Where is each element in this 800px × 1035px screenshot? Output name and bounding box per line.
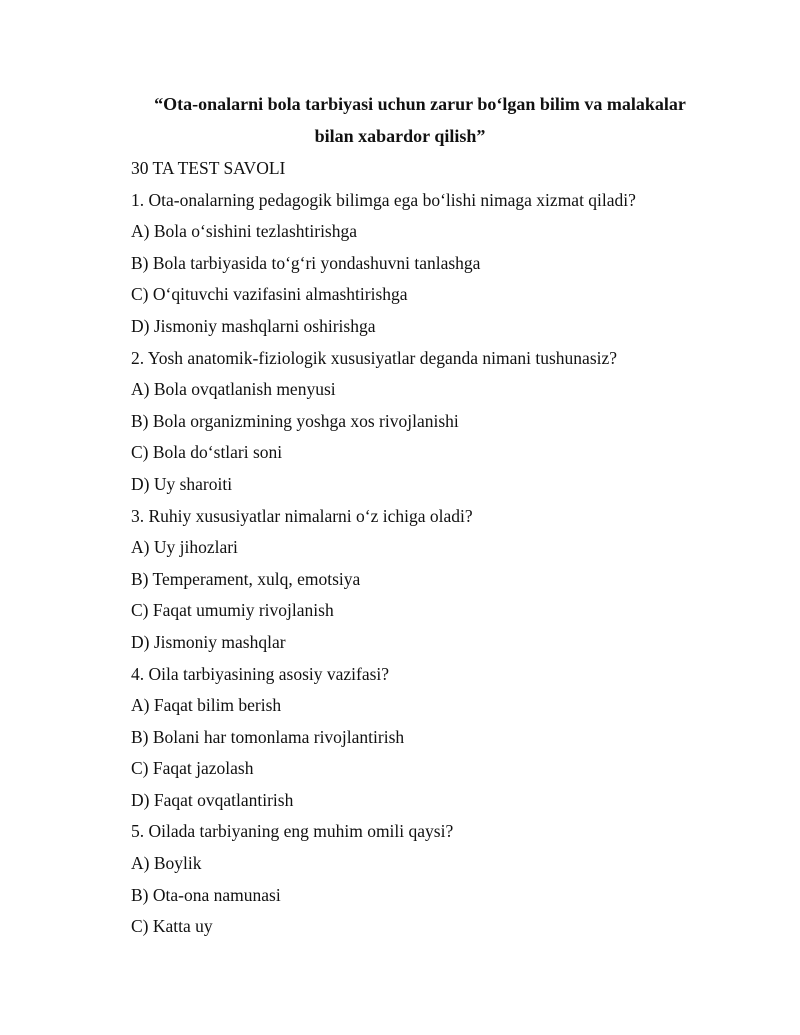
document-title-line-2: bilan xabardor qilish”: [314, 126, 486, 146]
question-2-option-a: A) Bola ovqatlanish menyusi: [131, 379, 336, 400]
question-1: 1. Ota-onalarning pedagogik bilimga ega bo‘lishi nimaga xizmat qiladi?: [131, 189, 636, 210]
question-4-option-a: A) Faqat bilim berish: [131, 695, 282, 716]
question-5-option-c: C) Katta uy: [131, 916, 213, 937]
question-2-option-b: B) Bola organizmining yoshga xos rivojlanishi: [131, 410, 459, 431]
question-1-option-d: D) Jismoniy mashqlarni oshirishga: [131, 315, 376, 336]
question-1-option-c: C) O‘qituvchi vazifasini almashtirishga: [131, 284, 408, 305]
question-3-option-c: C) Faqat umumiy rivojlanish: [131, 600, 334, 621]
question-4: 4. Oila tarbiyasining asosiy vazifasi?: [131, 663, 390, 684]
section-heading: 30 TA TEST SAVOLI: [131, 158, 286, 178]
question-4-option-d: D) Faqat ovqatlantirish: [131, 789, 294, 810]
document-title-line-1: “Ota-onalarni bola tarbiyasi uchun zarur bo‘lgan bilim va malakalar: [154, 94, 686, 114]
question-1-option-b: B) Bola tarbiyasida to‘g‘ri yondashuvni tanlashga: [131, 252, 481, 273]
question-3-option-d: D) Jismoniy mashqlar: [131, 631, 286, 652]
question-list: [131, 157, 636, 947]
question-3-option-b: B) Temperament, xulq, emotsiya: [131, 568, 361, 589]
question-1-option-a: A) Bola o‘sishini tezlashtirishga: [131, 221, 358, 242]
question-2: 2. Yosh anatomik-fiziologik xususiyatlar deganda nimani tushunasiz?: [131, 347, 618, 368]
question-2-option-c: C) Bola do‘stlari soni: [131, 442, 283, 463]
question-4-option-c: C) Faqat jazolash: [131, 758, 254, 779]
question-3: 3. Ruhiy xususiyatlar nimalarni o‘z ichiga oladi?: [131, 505, 473, 526]
question-2-option-d: D) Uy sharoiti: [131, 473, 233, 494]
question-5-option-a: A) Boylik: [131, 853, 202, 874]
question-4-option-b: B) Bolani har tomonlama rivojlantirish: [131, 726, 405, 747]
question-5-option-b: B) Ota-ona namunasi: [131, 884, 281, 905]
question-5: 5. Oilada tarbiyaning eng muhim omili qaysi?: [131, 821, 454, 842]
question-3-option-a: A) Uy jihozlari: [131, 537, 238, 558]
